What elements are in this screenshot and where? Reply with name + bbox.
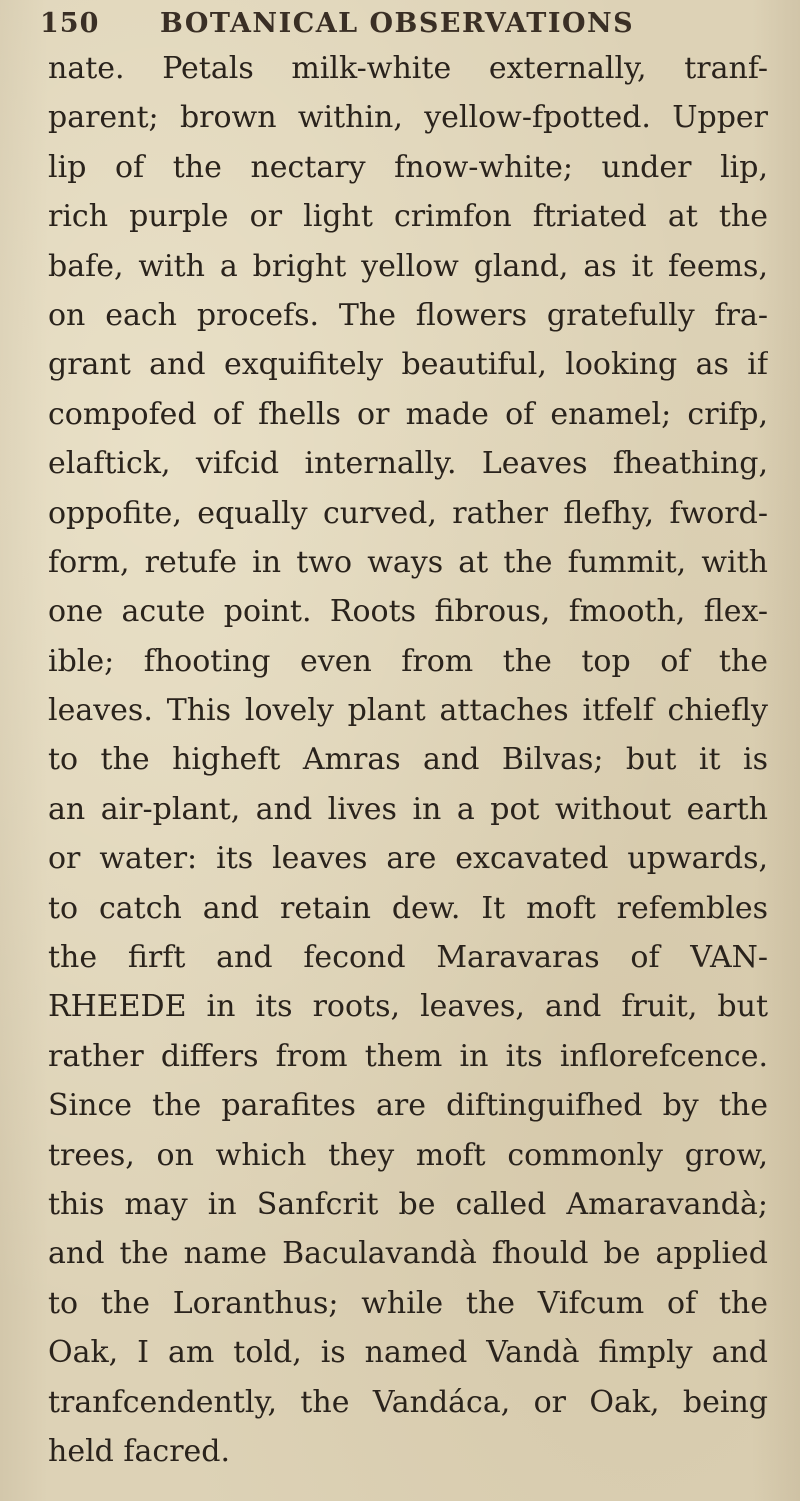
text-line: on each procefs. The flowers gratefully fra- [48, 297, 768, 333]
text-line: ible; fhooting even from the top of the [48, 643, 768, 679]
text-line: one acute point. Roots fibrous, fmooth, flex- [48, 594, 768, 630]
text-line: compofed of fhells or made of enamel; crifp, [48, 396, 768, 432]
text-line: rather differs from them in its inflorefcence. [48, 1038, 768, 1074]
text-line: an air-plant, and lives in a pot without earth [48, 791, 768, 827]
text-line: nate. Petals milk-white externally, tranf- [48, 51, 768, 86]
text-line: oppofite, equally curved, rather flefhy, fword- [48, 495, 768, 531]
text-line: form, retufe in two ways at the fummit, with [48, 544, 768, 580]
text-line: the firft and fecond Maravaras of VAN- [48, 940, 768, 976]
running-head: BOTANICAL OBSERVATIONS [160, 8, 635, 39]
body-text [48, 44, 768, 1476]
text-line: this may in Sanfcrit be called Amaravandà; [48, 1186, 768, 1222]
text-line: Oak, I am told, is named Vandà fimply and [48, 1335, 768, 1371]
text-line: elaftick, vifcid internally. Leaves fheathing, [48, 446, 768, 482]
text-line: to catch and retain dew. It moft refembles [48, 890, 768, 926]
text-line: bafe, with a bright yellow gland, as it feems, [48, 248, 768, 284]
text-line: tranfcendently, the Vandáca, or Oak, being [48, 1384, 768, 1420]
text-line: parent; brown within, yellow-fpotted. Upper [48, 100, 768, 136]
text-line: Since the parafites are diftinguifhed by the [48, 1088, 768, 1124]
text-line: and the name Baculavandà fhould be applied [48, 1236, 768, 1272]
text-line: to the higheft Amras and Bilvas; but it is [48, 742, 768, 778]
text-line: lip of the nectary fnow-white; under lip, [48, 149, 768, 185]
text-line: or water: its leaves are excavated upwards, [48, 841, 768, 877]
text-line: grant and exquifitely beautiful, looking as if [48, 347, 768, 383]
page-header [40, 4, 760, 44]
text-line: rich purple or light crimfon ftriated at the [48, 199, 768, 235]
page-number: 150 [40, 8, 100, 39]
text-line: trees, on which they moft commonly grow, [48, 1137, 768, 1173]
text-line: to the Loranthus; while the Vifcum of the [48, 1285, 768, 1321]
text-line: leaves. This lovely plant attaches itfelf chiefly [48, 693, 768, 729]
text-line: RHEEDE in its roots, leaves, and fruit, but [48, 989, 768, 1025]
text-line-last: held facred. [48, 1433, 231, 1469]
